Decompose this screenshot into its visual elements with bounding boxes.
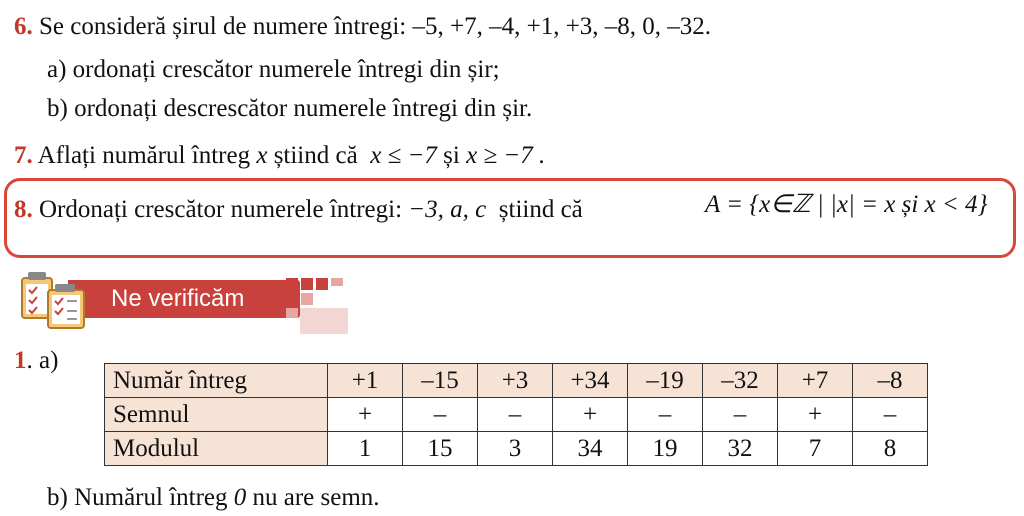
row-label: Semnul	[105, 398, 328, 432]
section-banner	[18, 264, 348, 334]
table-cell: –32	[703, 364, 778, 398]
exercise-7-text: Aflați numărul întreg	[37, 142, 251, 169]
exercise-7-statement	[14, 141, 545, 171]
table-cell: +1	[328, 364, 403, 398]
exercise-6-text: Se consideră șirul de numere întregi: –5, +7, –4, +1, +3, –8, 0, –32.	[39, 13, 712, 40]
exercise-1-part-b	[47, 483, 380, 513]
banner-title: Ne verificăm	[111, 285, 245, 312]
exercise-8-mid: știind că	[498, 196, 583, 223]
exercise-7-condition-2: x ≥ −7 .	[466, 142, 546, 169]
exercise-7-mid: știind că	[273, 142, 358, 169]
exercise-8-statement	[14, 195, 583, 225]
exercise-6-part-a: a) ordonați crescător numerele întregi din șir;	[47, 56, 500, 83]
decor-square	[286, 293, 298, 305]
exercise-1-number: 1	[14, 347, 27, 374]
exercise-1-b-zero: 0	[233, 484, 247, 511]
table-cell: –	[628, 398, 703, 432]
exercise-6-number: 6.	[14, 13, 33, 40]
clipboard-icon	[18, 264, 98, 334]
table-cell: –19	[628, 364, 703, 398]
table-cell: 15	[403, 432, 478, 466]
table-cell: 34	[553, 432, 628, 466]
decor-square	[301, 293, 313, 305]
table-cell: +	[778, 398, 853, 432]
decor-square	[331, 278, 343, 286]
table-cell: –	[703, 398, 778, 432]
exercise-7-condition-1: x ≤ −7	[370, 142, 437, 169]
decor-square	[316, 278, 328, 290]
decor-square	[286, 278, 298, 290]
exercise-1-heading	[14, 346, 58, 376]
decor-square	[286, 308, 298, 318]
exercise-7-number: 7.	[14, 142, 33, 169]
table-cell: 32	[703, 432, 778, 466]
exercise-8-text: Ordonați crescător numerele întregi:	[39, 196, 403, 223]
table-cell: 7	[778, 432, 853, 466]
table-cell: 1	[328, 432, 403, 466]
answer-table	[104, 363, 928, 466]
table-row	[105, 432, 928, 466]
exercise-1-b-prefix: b) Numărul întreg	[47, 484, 228, 511]
table-cell: –8	[853, 364, 928, 398]
table-cell: –	[403, 398, 478, 432]
exercise-1-part-a: a)	[39, 347, 59, 374]
table-cell: +34	[553, 364, 628, 398]
decor-shade	[300, 308, 348, 334]
exercise-1-dot: .	[26, 347, 33, 374]
table-cell: –	[478, 398, 553, 432]
table-cell: 8	[853, 432, 928, 466]
row-label: Număr întreg	[105, 364, 328, 398]
exercise-8-numbers: −3, a, c	[408, 196, 487, 223]
table-cell: +7	[778, 364, 853, 398]
row-label: Modulul	[105, 432, 328, 466]
table-cell: +	[553, 398, 628, 432]
table-cell: –	[853, 398, 928, 432]
exercise-7-variable: x	[256, 142, 268, 169]
table-cell: –15	[403, 364, 478, 398]
exercise-8-set-definition: A = {x∈ℤ | |x| = x și x < 4}	[705, 191, 988, 218]
table-cell: +	[328, 398, 403, 432]
exercise-6-statement	[14, 12, 711, 42]
table-cell: +3	[478, 364, 553, 398]
table-cell: 3	[478, 432, 553, 466]
exercise-6-part-b: b) ordonați descrescător numerele întregi din șir.	[47, 95, 533, 122]
table-row	[105, 398, 928, 432]
exercise-7-and: și	[443, 142, 460, 169]
table-row	[105, 364, 928, 398]
exercise-8-number: 8.	[14, 196, 33, 223]
table-cell: 19	[628, 432, 703, 466]
decor-square	[301, 278, 313, 290]
exercise-1-b-suffix: nu are semn.	[252, 484, 380, 511]
